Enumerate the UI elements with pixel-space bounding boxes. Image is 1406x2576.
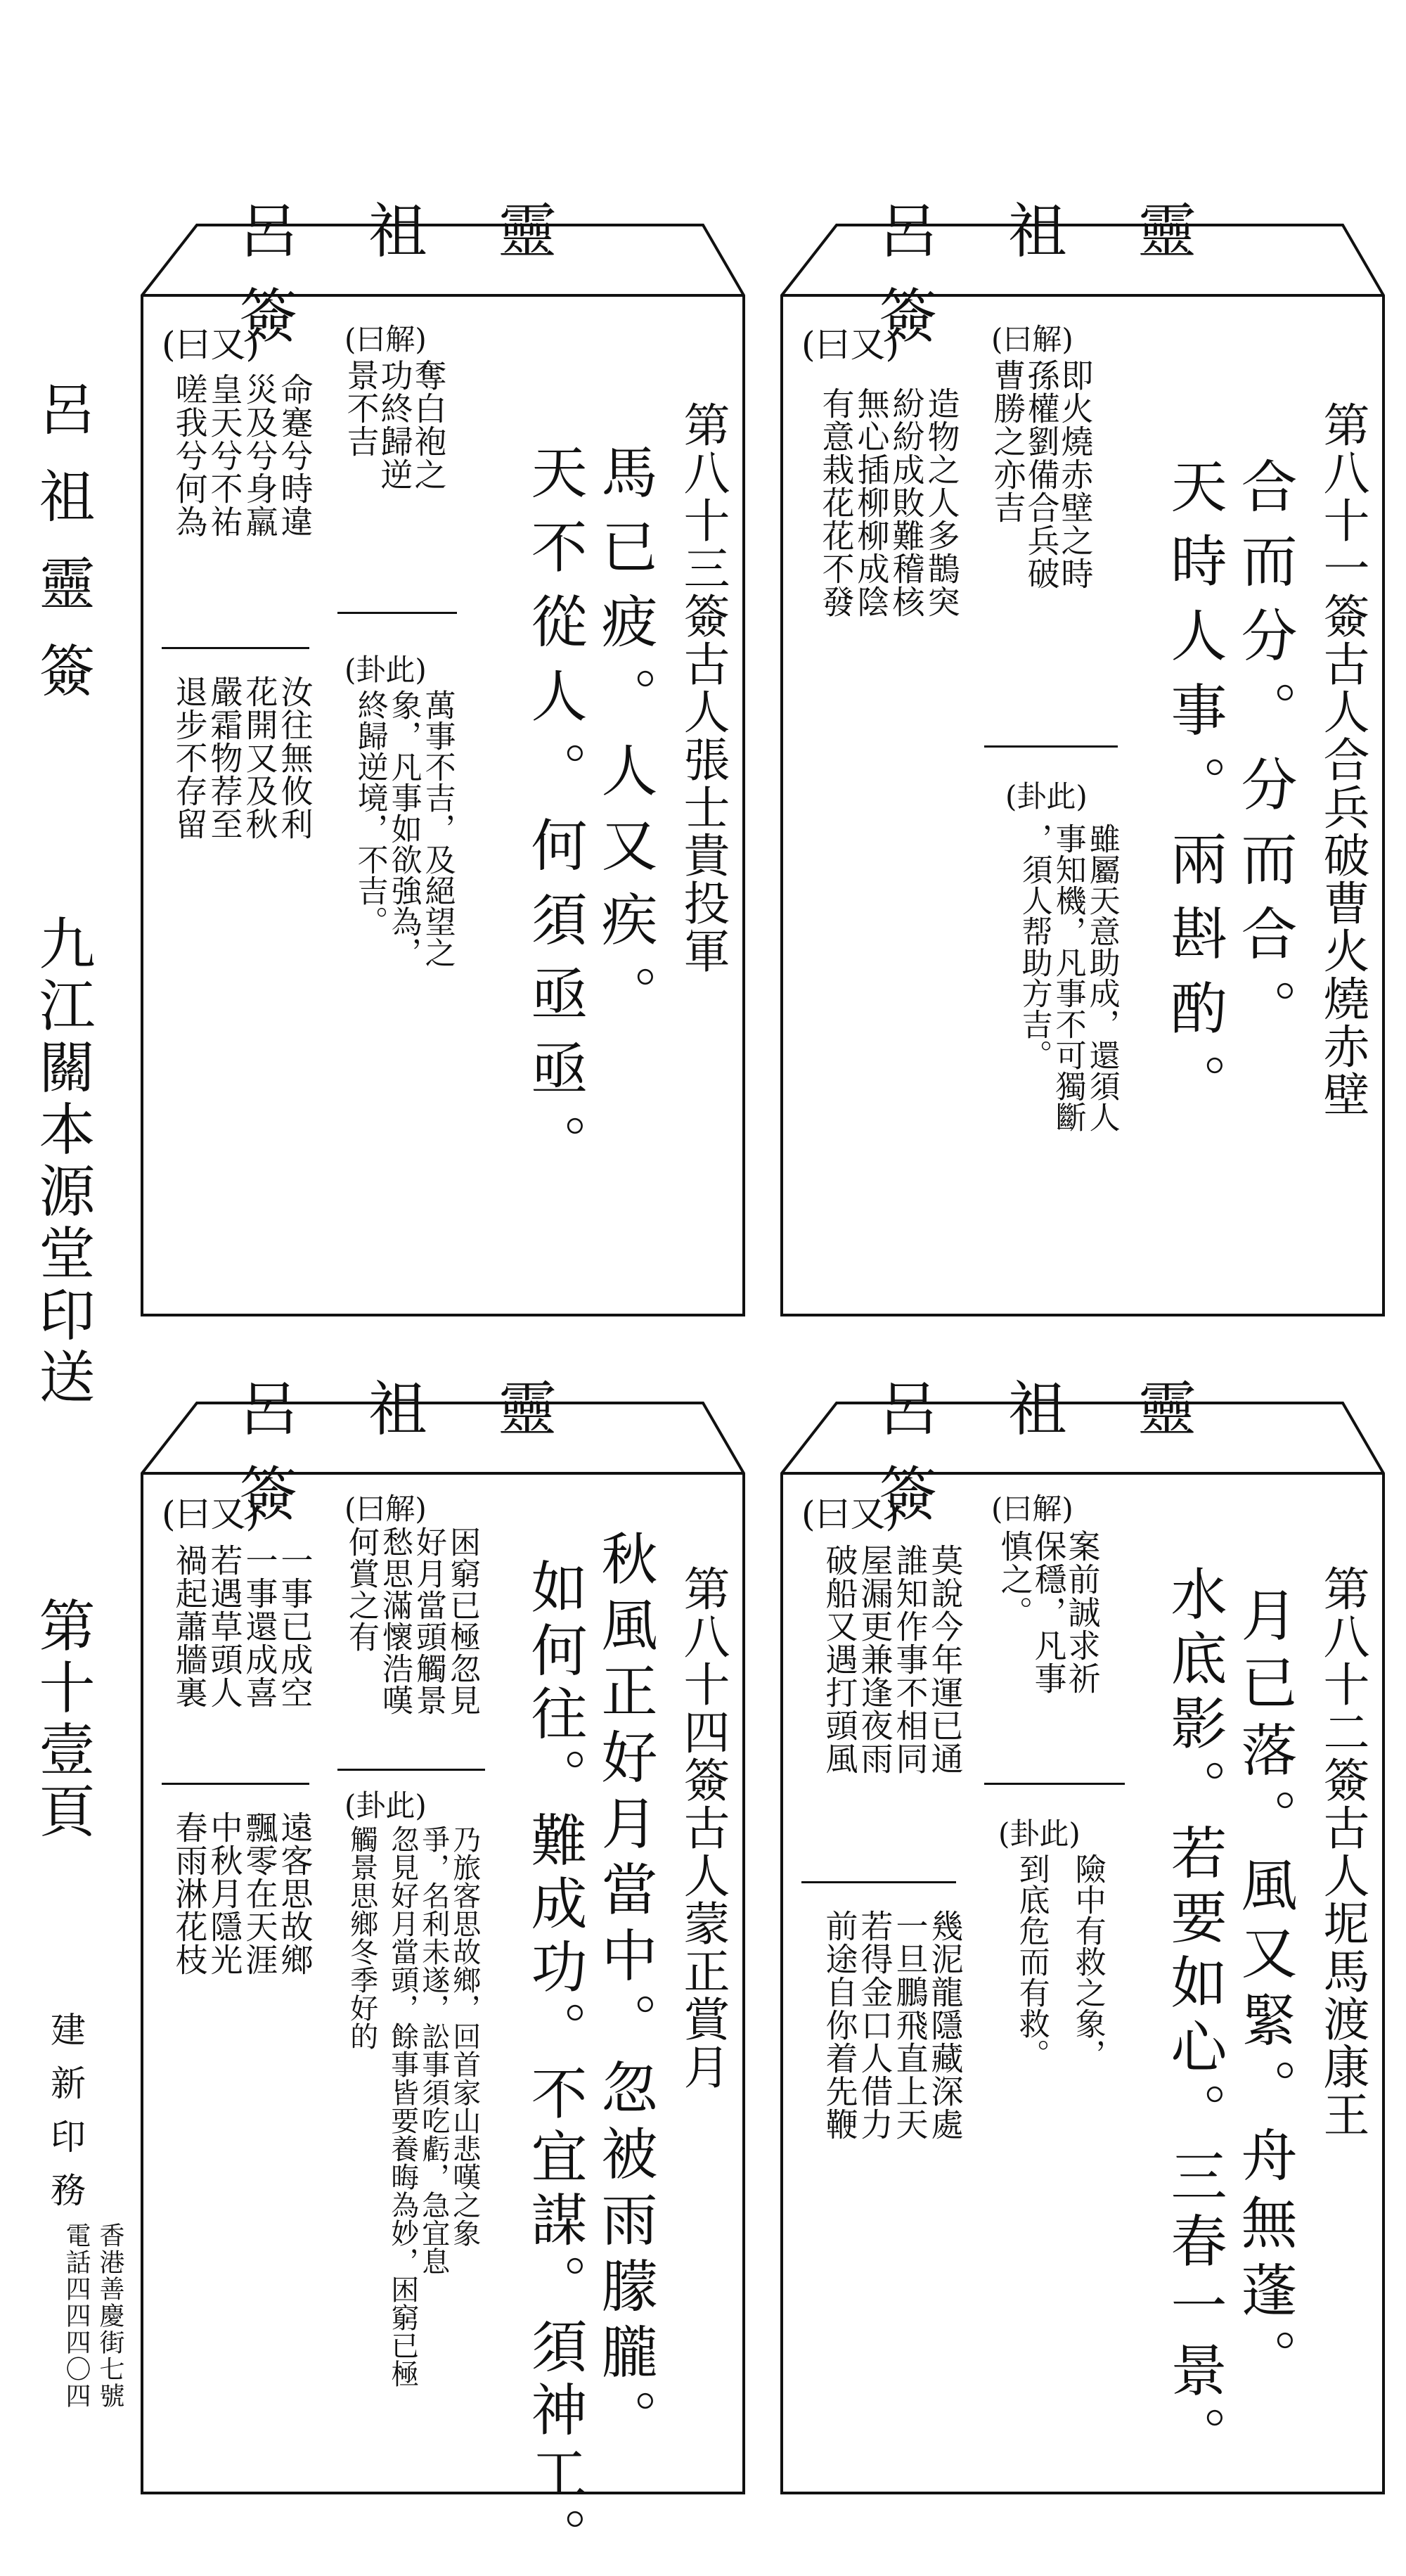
you2-line-4: 春雨淋花枝	[170, 1811, 209, 1976]
poem-line-2: 天不從人。何須亟亟。	[522, 443, 587, 1188]
slip-82	[773, 1375, 1392, 2500]
you2-line-2: 一旦鵬飛直上天	[891, 1909, 929, 2141]
divider	[984, 745, 1118, 748]
explain-line-2: 保穩，凡事	[1029, 1530, 1068, 1695]
gua-line-3: 終歸逆境，不吉。	[352, 689, 388, 937]
you-line-1: 造物之人多鵲突	[922, 387, 961, 618]
poem-line-1: 月已落。風又緊。舟無蓬。	[1232, 1586, 1297, 2396]
explain-label: (曰解)	[991, 1492, 1073, 1526]
divider	[984, 1783, 1125, 1785]
gua-line-4: 觸景思鄉冬季好的	[345, 1825, 378, 2050]
poem-line-2: 如何往。難成功。不宜謀。須神工。	[522, 1558, 587, 2570]
you1-line-3: 皇天兮不祐	[205, 373, 244, 538]
you-label: (曰又)	[801, 324, 900, 365]
explain-line-1: 困窮已極忽見	[444, 1526, 480, 1716]
header-char-1: 呂祖靈簽	[239, 1375, 628, 1529]
poem-line-2: 天時人事。兩斟酌。	[1161, 457, 1227, 1128]
explain-label: (曰解)	[344, 1492, 427, 1526]
you2-line-2: 花開又及秋	[240, 675, 279, 840]
divider	[162, 1783, 309, 1785]
slip-81	[773, 197, 1392, 1322]
explain-line-3: 景不吉	[342, 359, 380, 458]
you2-line-3: 若得金口人借力	[856, 1909, 894, 2141]
explain-line-3: 曹勝之亦吉	[988, 359, 1027, 524]
gua-label: (卦此)	[344, 653, 427, 687]
gua-line-1: 萬事不吉，及絕望之	[419, 689, 456, 968]
explain-label: (曰解)	[344, 322, 427, 357]
margin-title: 呂祖靈簽	[30, 380, 95, 729]
gua-line-2: 爭，名利未遂，訟事須吃虧，急宜息	[417, 1825, 450, 2275]
you2-line-3: 中秋月隱光	[205, 1811, 244, 1976]
you-label: (曰又)	[162, 1494, 260, 1534]
explain-line-4: 何賞之有	[343, 1526, 379, 1653]
gua-label: (卦此)	[344, 1788, 427, 1823]
gua-line-1: 乃旅客思故鄉，回首家山悲嘆之象	[448, 1825, 481, 2247]
slip-84	[134, 1375, 752, 2570]
you-line-2: 紛紛成敗難稽核	[887, 387, 926, 618]
you1-line-2: 誰知作事不相同	[891, 1544, 929, 1775]
you2-line-3: 嚴霜物荐至	[205, 675, 244, 840]
margin-publisher: 九江關本源堂印送	[30, 914, 95, 1409]
margin-phone: 電話四四四〇四	[62, 2222, 91, 2409]
you2-line-2: 飄零在天涯	[240, 1811, 279, 1976]
divider	[337, 612, 457, 614]
header-char-1: 呂祖靈簽	[239, 197, 628, 351]
poem-line-1: 秋風正好月當中。忽被雨朦朧。	[592, 1530, 657, 2455]
explain-line-2: 功終歸逆	[375, 359, 414, 491]
you-label: (曰又)	[801, 1494, 900, 1534]
explain-line-1: 即火燒赤壁之時	[1056, 359, 1095, 590]
explain-line-3: 愁思滿懷浩嘆	[377, 1526, 413, 1716]
divider	[801, 1881, 956, 1883]
you1-line-4: 嗟我兮何為	[170, 373, 209, 538]
gua-line-2: 到底危而有救。	[1013, 1853, 1050, 2070]
you2-line-4: 前途自你着先鞭	[820, 1909, 859, 2141]
you1-line-1: 莫說今年運已通	[926, 1544, 965, 1775]
you2-line-4: 退步不存留	[170, 675, 209, 840]
slip-signature: 第八十二簽古人坭馬渡康王	[1315, 1565, 1369, 2139]
you1-line-1: 一事已成空	[276, 1544, 314, 1709]
you-label: (曰又)	[162, 324, 260, 365]
margin-address: 香港善慶街七號	[96, 2222, 124, 2409]
you-line-4: 有意栽花花不發	[817, 387, 856, 618]
gua-line-1: 險中有救之象，	[1069, 1853, 1106, 2070]
slip-signature: 第八十一簽古人合兵破曹火燒赤壁	[1315, 401, 1369, 1118]
header-char-1: 呂祖靈簽	[879, 1375, 1268, 1529]
you-line-3: 無心插柳柳成陰	[852, 387, 891, 618]
gua-line-3: 忽見好月當頭，餘事皆要養晦為妙，困窮已極	[386, 1825, 419, 2388]
slip-83	[134, 197, 752, 1322]
you2-line-1: 汝往無攸利	[276, 675, 314, 840]
gua-line-1: 雖屬天意助成，還須人	[1083, 823, 1120, 1132]
poem-line-1: 馬已疲。人又疾。	[592, 443, 657, 1039]
explain-label: (曰解)	[991, 322, 1073, 357]
you2-line-1: 幾泥龍隱藏深處	[926, 1909, 965, 2141]
gua-line-2: 象，凡事如欲強為，	[385, 689, 422, 968]
explain-line-2: 孫權劉備合兵破	[1022, 359, 1061, 590]
you1-line-4: 禍起蕭牆裏	[170, 1544, 209, 1709]
you1-line-2: 一事還成喜	[240, 1544, 279, 1709]
divider	[337, 1769, 485, 1771]
slip-signature: 第八十四簽古人蒙正賞月	[676, 1565, 730, 2091]
you1-line-3: 屋漏更兼逢夜雨	[856, 1544, 894, 1775]
divider	[162, 647, 309, 649]
margin-page-number: 第十壹頁	[30, 1596, 95, 1844]
gua-label: (卦此)	[1005, 779, 1088, 814]
you1-line-1: 命蹇兮時違	[276, 373, 314, 538]
gua-line-3: ，須人帮助方吉。	[1016, 823, 1052, 1070]
you1-line-4: 破船又遇打頭風	[820, 1544, 859, 1775]
you1-line-3: 若遇草頭人	[205, 1544, 244, 1709]
margin-printer: 建新印務	[45, 2011, 86, 2225]
slip-signature: 第八十三簽古人張士貴投軍	[676, 401, 730, 975]
gua-label: (卦此)	[998, 1816, 1081, 1851]
you1-line-2: 災及兮身羸	[240, 373, 279, 538]
header-char-1: 呂祖靈簽	[879, 197, 1268, 351]
explain-line-3: 慎之。	[995, 1530, 1034, 1629]
explain-line-1: 奪白袍之	[409, 359, 448, 491]
explain-line-1: 案前誠求祈	[1063, 1530, 1102, 1695]
explain-line-2: 好月當頭觸景	[411, 1526, 446, 1716]
you2-line-1: 遠客思故鄉	[276, 1811, 314, 1976]
poem-line-2: 水底影。若要如心。三春一景。	[1161, 1565, 1227, 2471]
gua-line-2: 事知機，凡事不可獨斷	[1050, 823, 1086, 1132]
poem-line-1: 合而分。分而合。	[1232, 457, 1297, 1053]
